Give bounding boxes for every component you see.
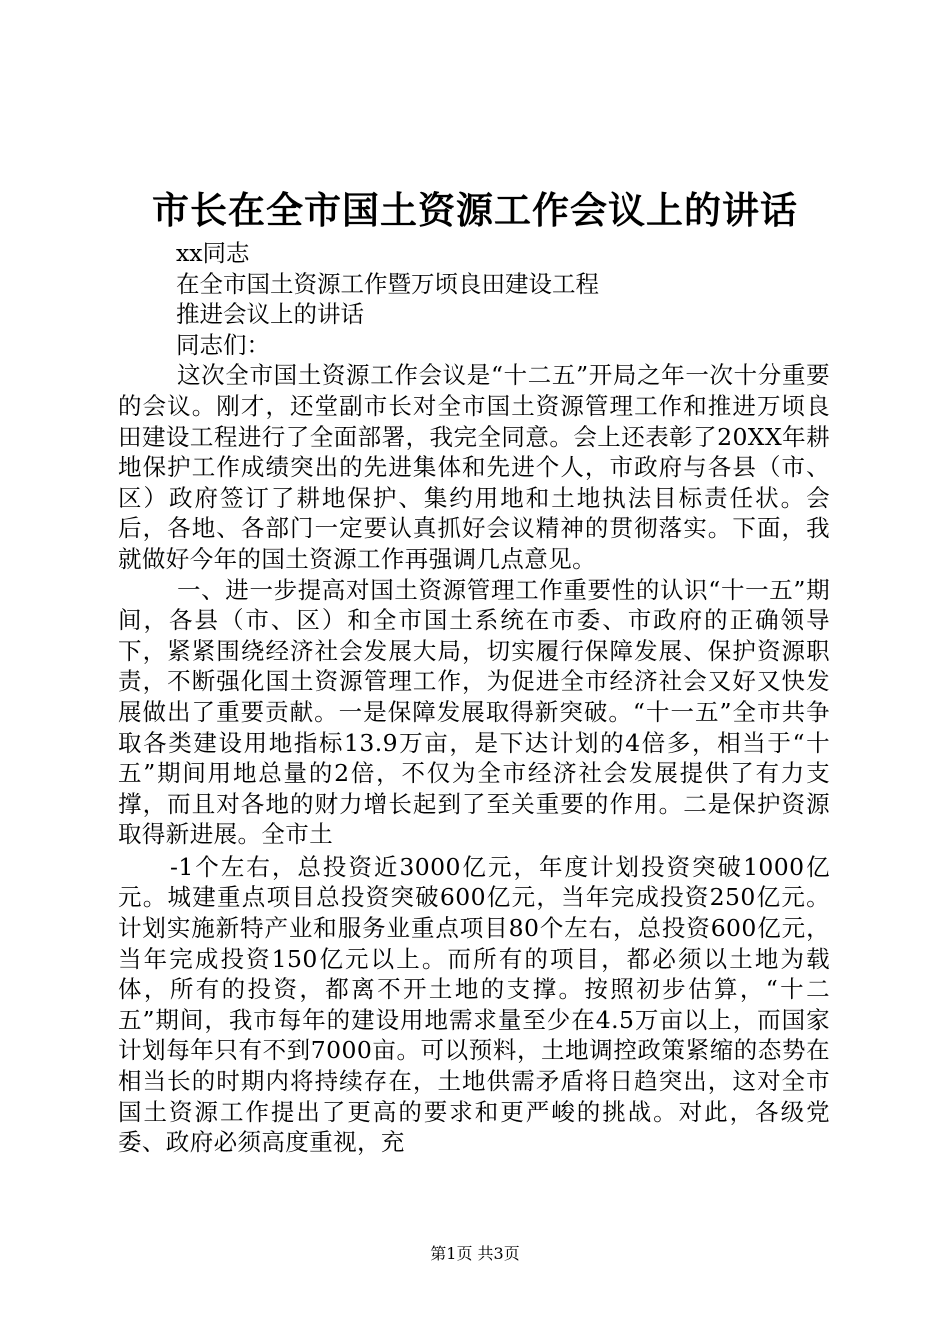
subtitle-line-2: 推进会议上的讲话	[176, 300, 364, 329]
page-number-footer: 第1页 共3页	[430, 1244, 520, 1263]
document-body	[118, 238, 830, 1158]
body-paragraph-3: -1个左右，总投资近3000亿元，年度计划投资突破1000亿元。城建重点项目总投资突破600亿元，当年完成投资250亿元。计划实施新特产业和服务业重点项目80个左右，总投资600亿元，当年完成投资150亿元以上。而所有的项目，都必须以土地为载体，所有的投资，都离不开土地的支撑。按照初步估算，“十二五”期间，我市每年的建设用地需求量至少在4.5万亩以上，而国家计划每年只有不到7000亩。可以预料，土地调控政策紧缩的态势在相当长的时期内将持续存在，土地供需矛盾将日趋突出，这对全市国土资源工作提出了更高的要求和更严峻的挑战。对此，各级党委、政府必须高度重视，充	[118, 852, 830, 1157]
document-title: 市长在全市国土资源工作会议上的讲话	[152, 188, 798, 232]
body-paragraph-1: 这次全市国土资源工作会议是“十二五”开局之年一次十分重要的会议。刚才，还堂副市长对全市国土资源管理工作和推进万顷良田建设工程进行了全面部署，我完全同意。会上还表彰了20XX年耕地保护工作成绩突出的先进集体和先进个人，市政府与各县（市、区）政府签订了耕地保护、集约用地和土地执法目标责任状。会后，各地、各部门一定要认真抓好会议精神的贯彻落实。下面，我就做好今年的国土资源工作再强调几点意见。	[118, 361, 830, 573]
salutation-line: 同志们：	[176, 330, 270, 359]
subtitle-line-1: 在全市国土资源工作暨万顷良田建设工程	[176, 269, 599, 298]
body-paragraph-2: 一、进一步提高对国土资源管理工作重要性的认识“十一五”期间，各县（市、区）和全市国土系统在市委、市政府的正确领导下，紧紧围绕经济社会发展大局，切实履行保障发展、保护资源职责，不断强化国土资源管理工作，为促进全市经济社会又好又快发展做出了重要贡献。一是保障发展取得新突破。“十一五”全市共争取各类建设用地指标13.9万亩，是下达计划的4倍多，相当于“十五”期间用地总量的2倍，不仅为全市经济社会发展提供了有力支撑，而且对各地的财力增长起到了至关重要的作用。二是保护资源取得新进展。全市土	[118, 575, 830, 849]
addressee-line: xx同志	[176, 239, 250, 267]
